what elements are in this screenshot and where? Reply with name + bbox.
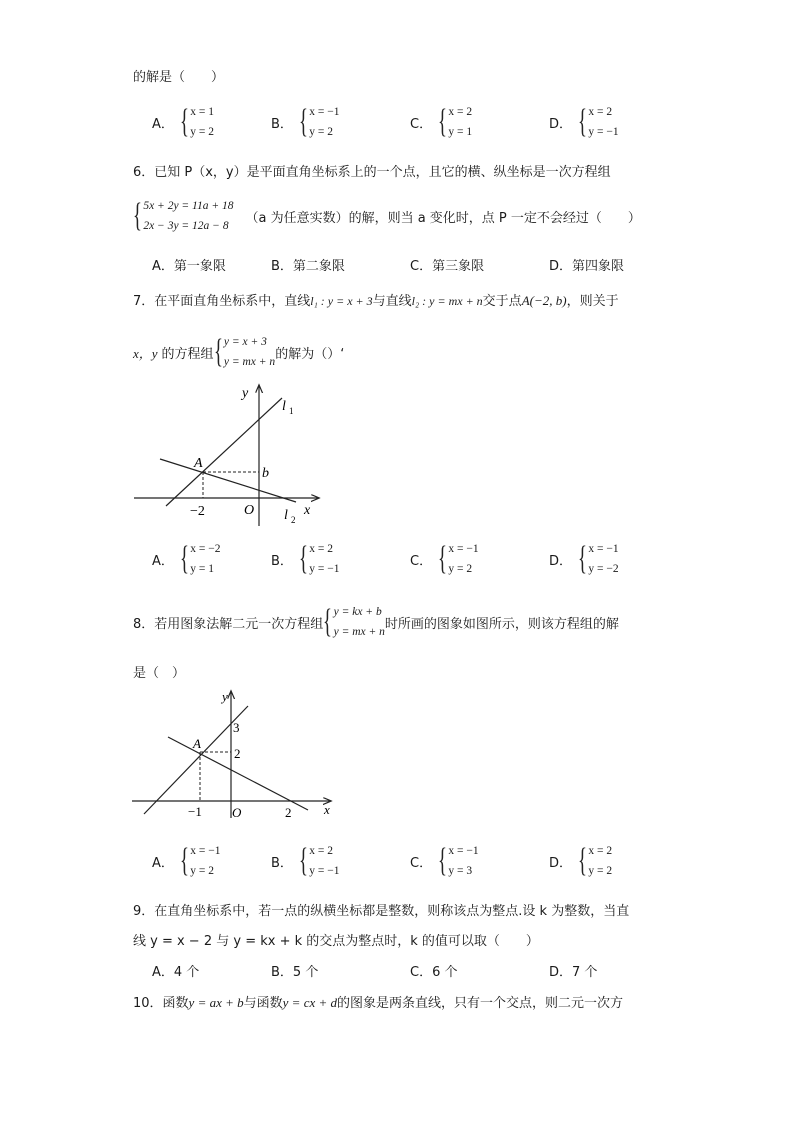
q7-text-f: 的解为（）‘ [275,346,345,362]
q5-option-a[interactable]: A． { x = 1 y = 2 [152,103,214,140]
q7-text-c: 交于点 [482,294,522,309]
q7-l2-def: l₂ : y = mx + n [411,294,483,308]
option-label: B． [271,116,293,132]
q8-sys-eq1: y = kx + b [333,606,382,618]
q7-l1-def: l₁ : y = x + 3 [310,294,373,308]
option-eq1: x = −1 [190,845,221,857]
option-label: C． [410,116,433,132]
neg2-label: −2 [190,504,205,519]
option-eq1: x = 2 [588,845,613,857]
q7-option-b[interactable]: B． { x = 2 y = −1 [271,540,340,577]
q9-stem-line2: 线 y = x − 2 与 y = kx + k 的交点为整点时，k 的值可以取（ ） [133,934,539,949]
option-eq2: y = 2 [448,563,473,575]
option-eq1: x = 2 [309,845,333,857]
option-eq2: y = 2 [309,126,333,138]
q8-option-c[interactable]: C． { x = −1 y = 3 [410,842,479,879]
q6-sys-eq1: 5x + 2y = 11a + 18 [143,200,234,212]
origin-label: O [232,805,242,820]
q7-text-d: ，则关于 [566,294,619,309]
q7-text-e: 的方程组 [161,346,214,362]
tick-2-label: 2 [234,746,241,761]
option-eq1: x = −2 [190,543,221,555]
option-eq2: y = 2 [588,865,613,877]
q7-option-d[interactable]: D． { x = −1 y = −2 [549,540,619,577]
q10-text-c: 的图象是两条直线，只有一个交点，则二元一次方 [337,996,624,1011]
option-label: C． [410,553,433,569]
option-eq2: y = −1 [588,126,619,138]
q7-stem-line2 [133,332,344,372]
q6-option-d[interactable]: D．第四象限 [549,259,625,274]
y-axis-label: y [222,689,228,704]
q5-option-b[interactable]: B． { x = −1 y = 2 [271,103,340,140]
q8-stem-line1 [133,602,619,642]
option-eq2: y = 1 [448,126,473,138]
q10-stem-line1 [133,992,623,1011]
tick-3-label: 3 [233,720,240,735]
x-axis-label: x [324,802,330,817]
q6-stem-line2 [133,196,641,236]
q8-text-b: 时所画的图象如图所示，则该方程组的解 [384,616,619,632]
q9-option-c[interactable]: C．6 个 [410,965,458,980]
q5-option-c[interactable]: C． { x = 2 y = 1 [410,103,473,140]
q10-text-a: 10．函数 [133,996,189,1011]
option-label: D． [549,116,573,132]
q6-option-c[interactable]: C．第三象限 [410,259,485,274]
q10-text-b: 与函数 [243,996,283,1011]
y-axis-label: y [242,386,249,401]
l2-subscript: 2 [291,515,296,525]
option-eq2: y = 1 [190,563,214,575]
option-eq1: x = −1 [448,845,479,857]
option-eq2: y = 2 [190,865,214,877]
q7-sys-eq2: y = mx + n [223,356,276,368]
neg1-label: −1 [188,804,202,819]
b-label: b [262,466,269,481]
q7-point: A(−2, b) [521,293,567,308]
line-l1 [166,398,282,506]
q6-equation-system: { 5x + 2y = 11a + 18 2x − 3y = 12a − 8 [133,197,234,234]
q6-option-a[interactable]: A．第一象限 [152,259,226,274]
q7-stem-line1 [133,290,619,309]
q7-text-a: 7．在平面直角坐标系中，直线 [133,294,311,309]
q7-text-b: 与直线 [372,294,412,309]
option-eq2: y = −1 [309,865,340,877]
point-a-label: A [194,456,203,471]
q10-func2: y = cx + d [282,995,338,1010]
option-eq2: y = −1 [309,563,340,575]
q8-text-a: 8．若用图象法解二元一次方程组 [133,616,324,632]
q8-equation-system: { y = kx + b y = mx + n [323,603,385,640]
q6-option-b[interactable]: B．第二象限 [271,259,345,274]
option-eq2: y = 3 [448,865,473,877]
point-a-label: A [193,736,201,751]
q9-option-a[interactable]: A．4 个 [152,965,200,980]
option-label: A． [152,116,174,132]
origin-label: O [244,503,255,518]
q7-sys-eq1: y = x + 3 [223,336,267,348]
option-label: B． [271,855,293,871]
l1-subscript: 1 [289,406,294,416]
l1-label: l [282,399,286,414]
option-label: B． [271,553,293,569]
q6-stem-rest: （a 为任意实数）的解，则当 a 变化时，点 P 一定不会经过（ ） [245,210,641,226]
q7-equation-system: { y = x + 3 y = mx + n [213,333,276,370]
l2-label: l [284,508,288,523]
option-eq1: x = −1 [309,106,340,118]
line-l2 [160,459,296,502]
option-label: D． [549,553,573,569]
option-eq2: y = 2 [190,126,214,138]
q8-option-b[interactable]: B． { x = 2 y = −1 [271,842,340,879]
option-eq1: x = 1 [190,106,214,118]
option-eq1: x = 2 [588,106,613,118]
option-eq1: x = −1 [448,543,479,555]
q9-stem-line1: 9．在直角坐标系中，若一点的纵横坐标都是整数，则称该点为整点.设 k 为整数，当直 [133,904,630,919]
option-label: C． [410,855,433,871]
q10-func1: y = ax + b [188,995,244,1010]
q8-stem-line2: 是（ ） [133,666,186,681]
option-eq2: y = −2 [588,563,619,575]
q6-sys-eq2: 2x − 3y = 12a − 8 [143,220,229,232]
x-intercept-label: 2 [285,805,292,820]
q8-graph [128,686,343,821]
option-label: A． [152,553,174,569]
q5-option-d[interactable]: D． { x = 2 y = −1 [549,103,619,140]
q5-tail: 的解是（ ） [133,70,225,85]
q7-graph [130,380,330,530]
q7-option-c[interactable]: C． { x = −1 y = 2 [410,540,479,577]
option-label: D． [549,855,573,871]
q7-vars: x，y [133,345,158,361]
option-eq1: x = 2 [448,106,473,118]
q9-option-d[interactable]: D．7 个 [549,965,598,980]
q9-option-b[interactable]: B．5 个 [271,965,319,980]
q8-option-d[interactable]: D． { x = 2 y = 2 [549,842,613,879]
q8-option-a[interactable]: A． { x = −1 y = 2 [152,842,221,879]
option-label: A． [152,855,174,871]
x-axis-label: x [304,503,311,518]
option-eq1: x = 2 [309,543,333,555]
q8-sys-eq2: y = mx + n [333,626,385,638]
q6-stem-line1: 6．已知 P（x，y）是平面直角坐标系上的一个点，且它的横、纵坐标是一次方程组 [133,165,611,180]
q7-option-a[interactable]: A． { x = −2 y = 1 [152,540,221,577]
option-eq1: x = −1 [588,543,619,555]
